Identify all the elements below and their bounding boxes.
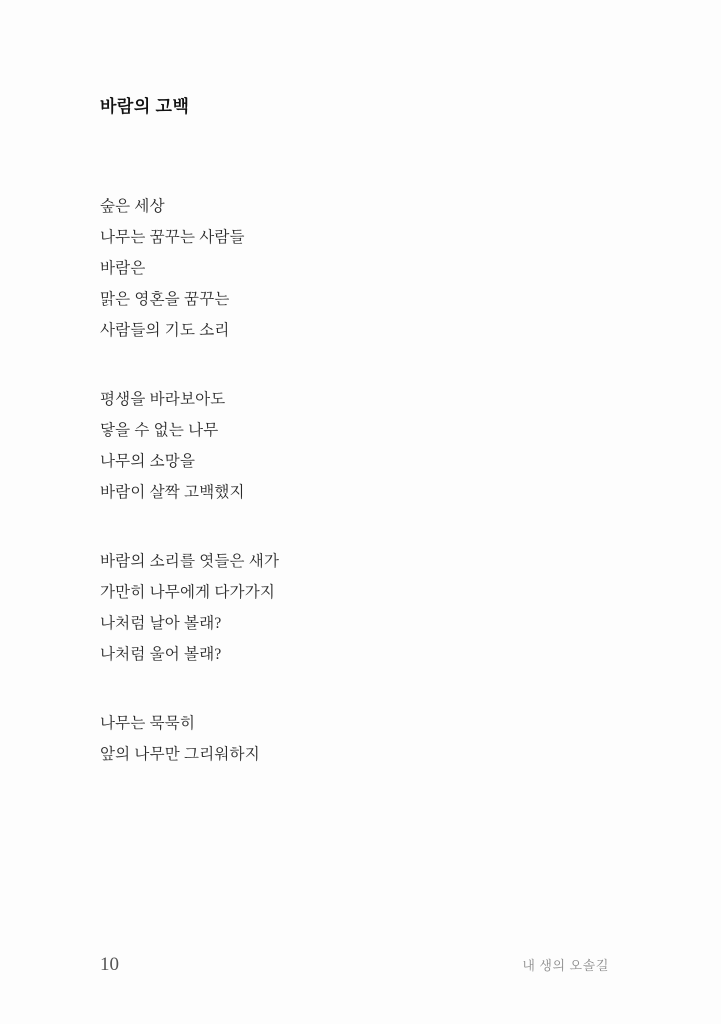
poem-body — [100, 191, 631, 770]
poem-line: 가만히 나무에게 다가가지 — [100, 583, 276, 601]
page-footer — [100, 952, 631, 976]
poem-line: 바람은 — [100, 259, 146, 277]
poem-line: 앞의 나무만 그리워하지 — [100, 745, 260, 763]
poem-line: 맑은 영혼을 꿈꾸는 — [100, 290, 230, 308]
stanza — [100, 708, 631, 770]
poem-line: 나무의 소망을 — [100, 452, 196, 470]
page-title: 바람의 고백 — [100, 97, 190, 116]
poem-line: 평생을 바라보아도 — [100, 390, 226, 408]
poem-line: 나무는 꿈꾸는 사람들 — [100, 228, 245, 246]
stanza — [100, 191, 631, 346]
poem-line: 바람이 살짝 고백했지 — [100, 483, 245, 501]
poem-line: 닿을 수 없는 나무 — [100, 421, 219, 439]
poem-line: 바람의 소리를 엿들은 새가 — [100, 552, 280, 570]
stanza — [100, 384, 631, 508]
poem-line: 나처럼 날아 볼래? — [100, 614, 222, 632]
page-number: 10 — [100, 954, 119, 975]
stanza — [100, 546, 631, 670]
poem-line: 숲은 세상 — [100, 197, 165, 215]
poem-line: 나무는 묵묵히 — [100, 714, 196, 732]
book-title: 내 생의 오솔길 — [522, 958, 609, 973]
page-content — [100, 95, 631, 770]
poem-line: 사람들의 기도 소리 — [100, 321, 230, 339]
poem-line: 나처럼 울어 볼래? — [100, 645, 222, 663]
